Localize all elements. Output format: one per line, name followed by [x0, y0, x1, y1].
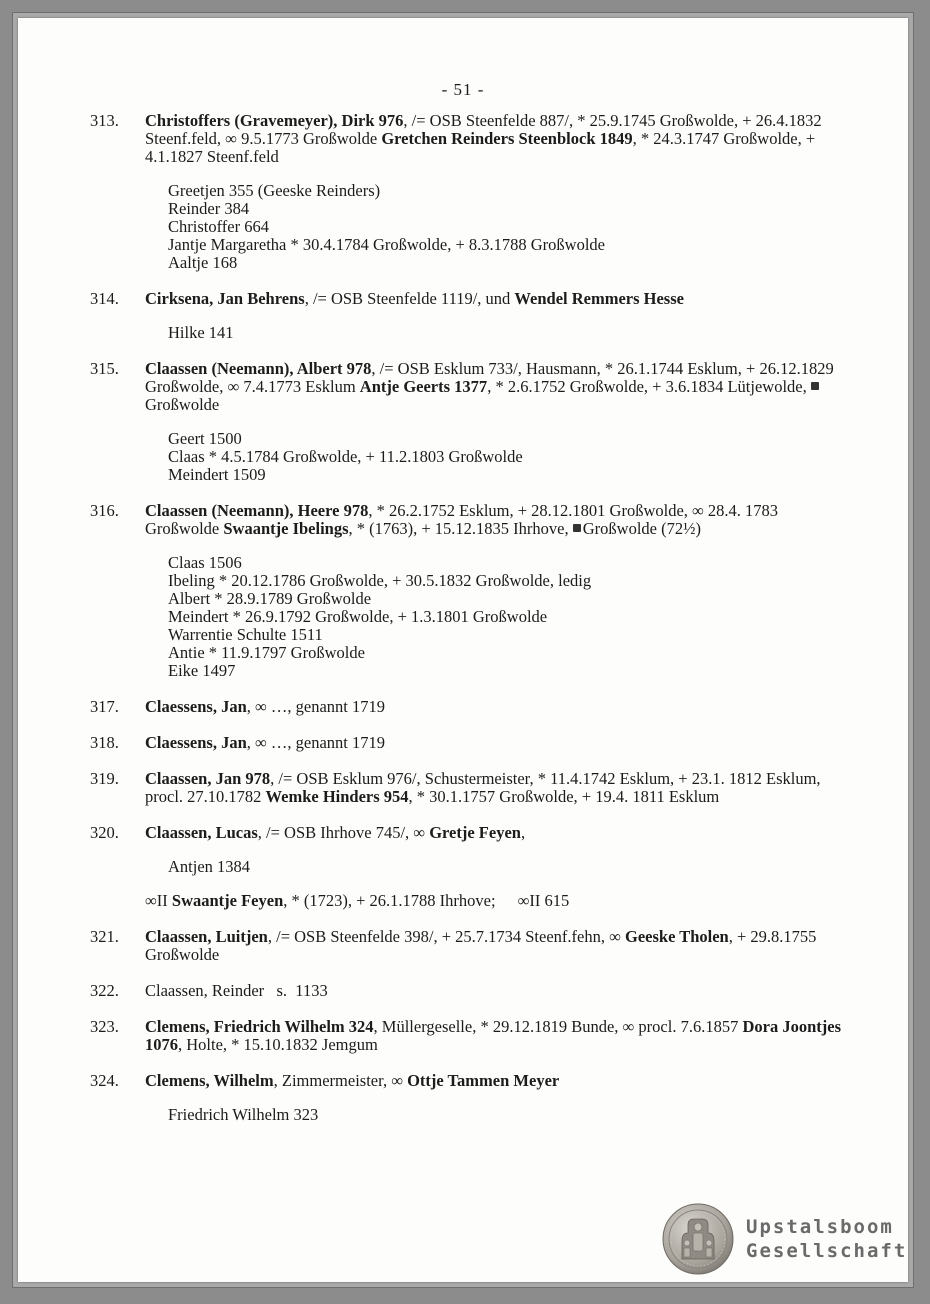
child: Albert * 28.9.1789 Großwolde: [168, 589, 372, 608]
child: Claas * 4.5.1784 Großwolde, + 11.2.1803 Großwolde: [168, 447, 523, 466]
entry-person: Claassen (Neemann), Albert 978: [145, 359, 372, 378]
page-frame: [12, 12, 914, 1288]
second-marriage: [145, 892, 908, 910]
entry-323: [18, 1018, 908, 1054]
children-list: [168, 554, 908, 680]
entry-person: Claassen, Luitjen: [145, 927, 268, 946]
entry-number: 321.: [90, 927, 119, 946]
children-list: [168, 1106, 908, 1124]
entry-spouse: Wemke Hinders 954: [265, 787, 409, 806]
entry-322: [18, 982, 908, 1000]
entry-person: Christoffers (Gravemeyer), Dirk 976: [145, 111, 404, 130]
entry-text: [145, 734, 845, 752]
entry-314: [18, 290, 908, 342]
genealogy-entries: [18, 112, 908, 1142]
logo-text: [746, 1215, 907, 1263]
child: Christoffer 664: [168, 217, 269, 236]
child: Jantje Margaretha * 30.4.1784 Großwolde, + 8.3.1788 Großwolde: [168, 235, 606, 254]
entry-number: 318.: [90, 733, 119, 752]
entry-person: Clemens, Friedrich Wilhelm 324: [145, 1017, 374, 1036]
children-list: [168, 430, 908, 484]
entry-details-2: , * 30.1.1757 Großwolde, + 19.4. 1811 Esklum: [408, 787, 720, 806]
document-page: [18, 18, 908, 1282]
entry-person: Claassen (Neemann), Heere 978: [145, 501, 369, 520]
entry-text: [145, 770, 845, 806]
child: Greetjen 355 (Geeske Reinders): [168, 181, 381, 200]
burial-place: Großwolde: [145, 395, 220, 414]
entry-text: [145, 1072, 845, 1090]
child: Friedrich Wilhelm 323: [168, 1105, 319, 1124]
entry-number: 319.: [90, 769, 119, 788]
second-marriage-ref: ∞II 615: [517, 891, 570, 910]
entry-number: 316.: [90, 501, 119, 520]
child: Ibeling * 20.12.1786 Großwolde, + 30.5.1832 Großwolde, ledig: [168, 571, 592, 590]
entry-319: [18, 770, 908, 806]
entry-details-2: , * 2.6.1752 Großwolde, + 3.6.1834 Lütjewolde,: [487, 377, 811, 396]
entry-details: , /= OSB Steenfelde 398/, + 25.7.1734 Steenf.fehn, ∞: [267, 927, 625, 946]
entry-spouse: Geeske Tholen: [624, 927, 729, 946]
children-list: [168, 182, 908, 272]
entry-number: 323.: [90, 1017, 119, 1036]
burial-icon: [573, 524, 581, 532]
entry-spouse: Gretchen Reinders Steenblock 1849: [381, 129, 633, 148]
entry-number: 313.: [90, 111, 119, 130]
entry-spouse: Swaantje Ibelings: [223, 519, 349, 538]
entry-details-2: , + 29.8.1755 Großwolde: [145, 927, 817, 964]
entry-317: [18, 698, 908, 716]
entry-details: , /= OSB Steenfelde 1119/, und: [304, 289, 515, 308]
entry-spouse: Ottje Tammen Meyer: [407, 1071, 560, 1090]
entry-details: , Müllergeselle, * 29.12.1819 Bunde, ∞ procl. 7.6.1857: [373, 1017, 743, 1036]
entry-person: Claessens, Jan: [145, 733, 247, 752]
entry-details: , /= OSB Steenfelde 887/, * 25.9.1745 Großwolde, + 26.4.1832 Steenf.feld, ∞ 9.5.1773 Großwolde: [145, 111, 822, 148]
entry-details: , ∞ …, genannt 1719: [246, 697, 386, 716]
entry-person: Claassen, Lucas: [145, 823, 258, 842]
entry-person: Claessens, Jan: [145, 697, 247, 716]
entry-details: , /= OSB Esklum 733/, Hausmann, * 26.1.1744 Esklum, + 26.12.1829 Großwolde, ∞ 7.4.1773 Esklum: [145, 359, 834, 396]
logo-line-1: Upstalsboom: [746, 1216, 894, 1238]
child: Antie * 11.9.1797 Großwolde: [168, 643, 365, 662]
entry-spouse: Antje Geerts 1377: [359, 377, 488, 396]
entry-spouse: Gretje Feyen: [429, 823, 521, 842]
logo-line-2: Gesellschaft: [746, 1240, 908, 1262]
entry-324: [18, 1072, 908, 1124]
entry-details: , ∞ …, genannt 1719: [246, 733, 386, 752]
entry-text: [145, 112, 845, 166]
child: Antjen 1384: [168, 857, 251, 876]
entry-number: 322.: [90, 981, 119, 1000]
entry-spouse: Wendel Remmers Hesse: [514, 289, 684, 308]
seal-icon: [662, 1203, 734, 1275]
entry-318: [18, 734, 908, 752]
child: Aaltje 168: [168, 253, 238, 272]
second-marriage-details: , * (1723), + 26.1.1788 Ihrhove;: [283, 891, 496, 910]
entry-number: 314.: [90, 289, 119, 308]
entry-316: [18, 502, 908, 680]
child: Meindert * 26.9.1792 Großwolde, + 1.3.1801 Großwolde: [168, 607, 548, 626]
entry-text: [145, 360, 845, 414]
child: Warrentie Schulte 1511: [168, 625, 323, 644]
entry-text: Claassen, Reinder s. 1133: [145, 981, 328, 1000]
entry-315: [18, 360, 908, 484]
entry-person: Claassen, Jan 978: [145, 769, 271, 788]
entry-321: [18, 928, 908, 964]
entry-number: 324.: [90, 1071, 119, 1090]
child: Reinder 384: [168, 199, 250, 218]
entry-number: 317.: [90, 697, 119, 716]
entry-details: , /= OSB Ihrhove 745/, ∞: [257, 823, 430, 842]
entry-details-2: , * (1763), + 15.12.1835 Ihrhove,: [348, 519, 573, 538]
entry-text: [145, 698, 845, 716]
child: Geert 1500: [168, 429, 242, 448]
child: Meindert 1509: [168, 465, 266, 484]
entry-number: 315.: [90, 359, 119, 378]
entry-text: [145, 502, 845, 538]
children-list: [168, 324, 908, 342]
entry-320: [18, 824, 908, 910]
entry-details: , /= OSB Esklum 976/, Schustermeister, * 11.4.1742 Esklum, + 23.1. 1812 Esklum, procl. 27.10.1782: [145, 769, 821, 806]
burial-icon: [811, 382, 819, 390]
children-list: [168, 858, 908, 876]
entry-text: [145, 928, 845, 964]
entry-text: [145, 1018, 845, 1054]
entry-details: , * 26.2.1752 Esklum, + 28.12.1801 Großwolde, ∞ 28.4. 1783 Großwolde: [145, 501, 779, 538]
burial-place: Großwolde (72½): [582, 519, 701, 538]
entry-text: [145, 290, 845, 308]
society-logo: [662, 1203, 907, 1275]
entry-spouse: Dora Joontjes 1076: [145, 1017, 841, 1054]
entry-text: [145, 824, 845, 842]
entry-details-2: ,: [520, 823, 526, 842]
marriage-prefix: ∞II: [145, 891, 172, 910]
entry-person: Clemens, Wilhelm: [145, 1071, 274, 1090]
child: Claas 1506: [168, 553, 242, 572]
entry-person: Cirksena, Jan Behrens: [145, 289, 305, 308]
entry-313: [18, 112, 908, 272]
child: Hilke 141: [168, 323, 234, 342]
entry-details-2: , Holte, * 15.10.1832 Jemgum: [178, 1035, 378, 1054]
second-spouse: Swaantje Feyen: [171, 891, 284, 910]
entry-details: , Zimmermeister, ∞: [273, 1071, 408, 1090]
page-number: - 51 -: [441, 80, 485, 99]
entry-number: 320.: [90, 823, 119, 842]
child: Eike 1497: [168, 661, 236, 680]
entry-details-2: , * 24.3.1747 Großwolde, + 4.1.1827 Steenf.feld: [145, 129, 816, 166]
